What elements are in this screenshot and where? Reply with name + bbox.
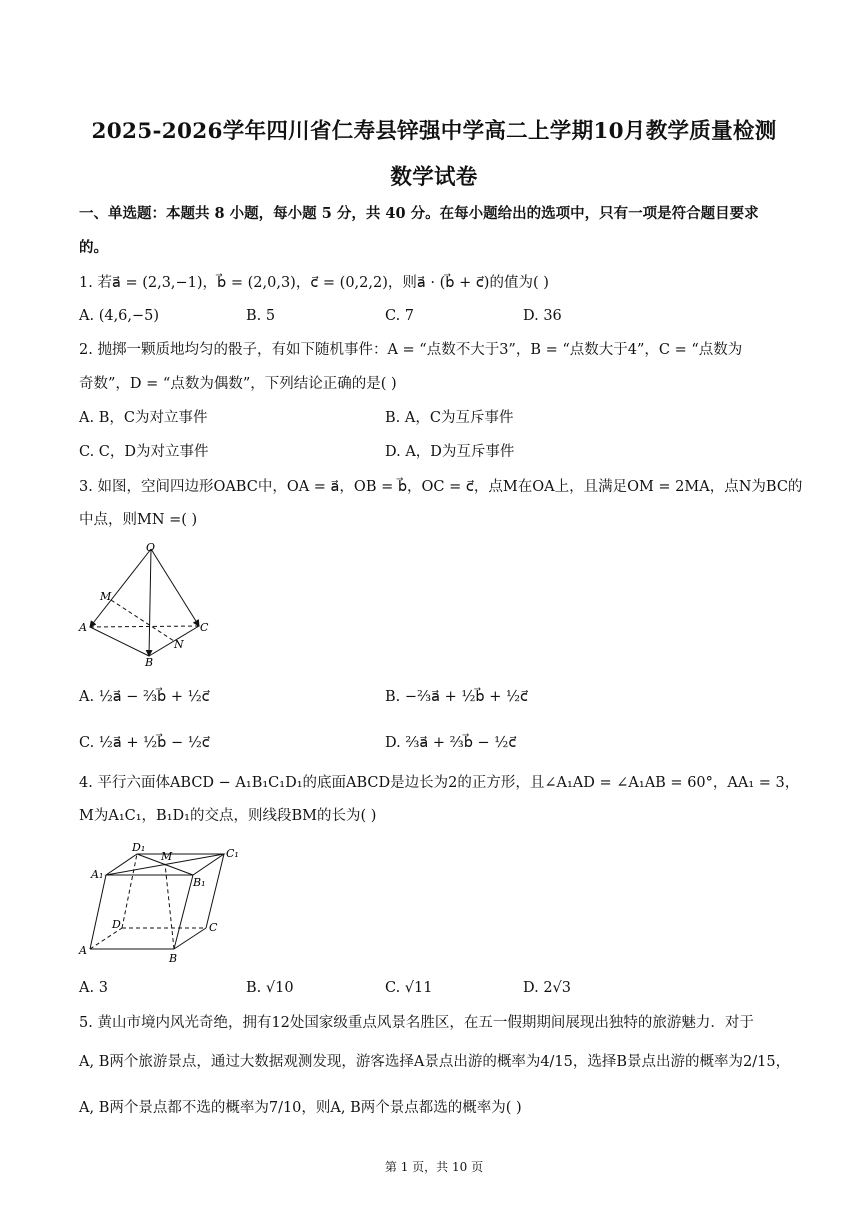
label-b: B (145, 656, 154, 669)
label-n: N (174, 638, 184, 651)
q1-stem: 1. 若a⃗ = (2,3,−1)，b⃗ = (2,0,3)，c⃗ = (0,2,2)，则a⃗ · (b⃗ + c⃗)的值为( ) (79, 275, 549, 291)
q3-option-b: B. −⅔a⃗ + ½b⃗ + ½c⃗ (385, 689, 528, 705)
q3-option-d: D. ⅔a⃗ + ⅔b⃗ − ½c⃗ (385, 735, 517, 751)
label-b: B (169, 952, 178, 965)
edge-ab (90, 627, 149, 656)
segment-bm (165, 864, 174, 949)
label-b1: B₁ (193, 876, 206, 889)
q2-option-b: B. A，C为互斥事件 (385, 410, 514, 426)
q5-stem-line1: 5. 黄山市境内风光奇绝，拥有12处国家级重点风景名胜区，在五一假期期间展现出独特的旅游魅力．对于 (79, 1015, 754, 1031)
q4-option-c: C. √11 (385, 980, 433, 996)
label-d1: D₁ (132, 841, 146, 854)
q2-option-a: A. B，C为对立事件 (79, 410, 208, 426)
q3-option-c: C. ½a⃗ + ½b⃗ − ½c⃗ (79, 735, 210, 751)
q5-stem-line2: A, B两个旅游景点，通过大数据观测发现，游客选择A景点出游的概率为4/15，选择B景点出游的概率为2/15， (79, 1054, 791, 1070)
q4-stem-line1: 4. 平行六面体ABCD − A₁B₁C₁D₁的底面ABCD是边长为2的正方形，且∠A₁AD = ∠A₁AB = 60°，AA₁ = 3， (79, 775, 800, 791)
edge-dd1 (122, 854, 137, 928)
q4-option-a: A. 3 (79, 980, 108, 996)
edge-oa (90, 549, 151, 627)
label-a1: A₁ (91, 868, 104, 881)
section-heading-line1: 一、单选题：本题共 8 小题，每小题 5 分，共 40 分。在每小题给出的选项中，只有一项是符合题目要求 (79, 205, 759, 222)
page-title-line1: 2025-2026学年四川省仁寿县锌强中学高二上学期10月教学质量检测 (91, 119, 777, 144)
q1-option-a: A. (4,6,−5) (79, 308, 160, 324)
label-c: C (200, 621, 209, 634)
q2-stem-line1: 2. 抛掷一颗质地均匀的骰子，有如下随机事件：A = “点数不大于3”，B = “点数大于4”，C = “点数为 (79, 342, 743, 358)
label-o: O (146, 541, 156, 554)
q2-option-d: D. A，D为互斥事件 (385, 444, 515, 460)
label-c1: C₁ (226, 847, 239, 860)
edge-ac (90, 626, 199, 627)
q4-option-d: D. 2√3 (523, 980, 572, 996)
label-a: A (79, 944, 87, 957)
segment-mn (111, 600, 174, 641)
edge-aa1 (90, 875, 106, 949)
edge-ob (149, 549, 151, 656)
q2-option-c: C. C，D为对立事件 (79, 444, 209, 460)
label-d: D (112, 918, 121, 931)
q1-option-c: C. 7 (385, 308, 415, 324)
edge-ad (90, 928, 122, 949)
q5-stem-line3: A, B两个景点都不选的概率为7/10，则A, B两个景点都选的概率为( ) (79, 1100, 522, 1116)
q2-stem-line2: 奇数”，D = “点数为偶数”，下列结论正确的是( ) (79, 376, 397, 392)
q4-parallelepiped-figure (78, 838, 248, 966)
q1-option-d: D. 36 (523, 308, 562, 324)
q3-option-a: A. ½a⃗ − ⅔b⃗ + ½c⃗ (79, 689, 210, 705)
section-heading-line2: 的。 (79, 239, 108, 256)
q3-tetrahedron-figure (78, 540, 218, 672)
q1-option-b: B. 5 (246, 308, 276, 324)
edge-cc1 (206, 854, 224, 928)
label-m: M (161, 850, 173, 863)
q4-stem-line2: M为A₁C₁，B₁D₁的交点，则线段BM的长为( ) (79, 808, 377, 824)
label-c: C (209, 921, 218, 934)
q3-stem-line1: 3. 如图，空间四边形OABC中，OA = a⃗，OB = b⃗，OC = c⃗，点M在OA上，且满足OM = 2MA，点N为BC的 (79, 479, 803, 495)
page-footer: 第 1 页，共 10 页 (384, 1160, 484, 1174)
label-a: A (79, 621, 87, 634)
label-m: M (100, 590, 112, 603)
q4-option-b: B. √10 (246, 980, 294, 996)
page-title-line2: 数学试卷 (390, 165, 478, 190)
edge-oc (151, 549, 199, 626)
q3-stem-line2: 中点，则MN =( ) (79, 512, 198, 528)
